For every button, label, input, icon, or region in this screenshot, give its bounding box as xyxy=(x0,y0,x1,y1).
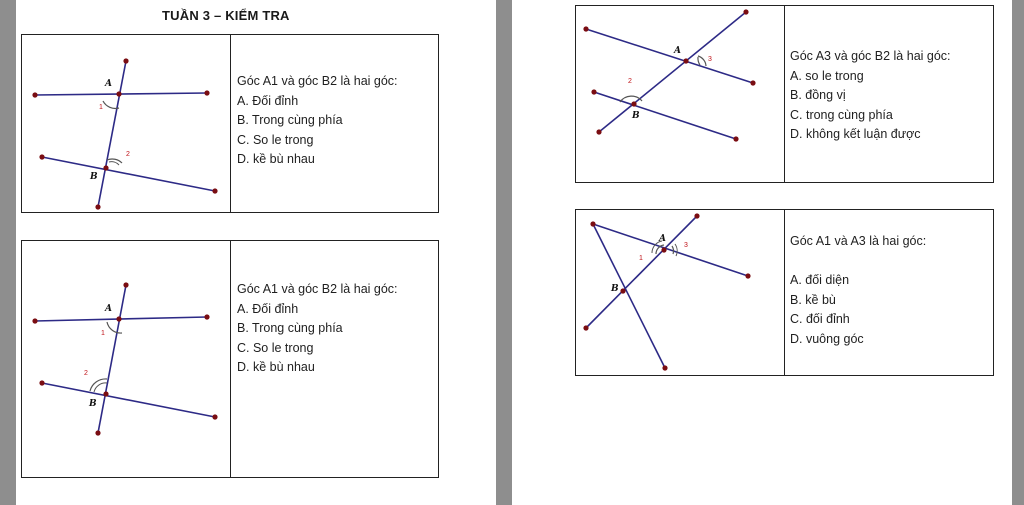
question-4-figure xyxy=(576,210,785,375)
point-label-a: A xyxy=(105,304,112,314)
answer-option-b[interactable]: B. kề bù xyxy=(790,292,836,307)
point-label-a: A xyxy=(674,46,681,56)
point-label-a: A xyxy=(105,79,112,89)
point-label-b: B xyxy=(611,284,619,294)
angle-label-a3: 3 xyxy=(684,242,688,249)
blank-line xyxy=(790,252,993,272)
angle-label-a1: 1 xyxy=(101,330,105,337)
parallel-lines-diagram xyxy=(22,241,230,477)
question-2-figure xyxy=(22,241,231,477)
document-page-left xyxy=(16,0,496,505)
point-label-a: A xyxy=(659,234,666,244)
answer-option-b[interactable]: B. Trong cùng phía xyxy=(237,113,343,127)
answer-option-c[interactable]: C. So le trong xyxy=(237,132,314,147)
answer-option-d[interactable]: D. không kết luận được xyxy=(790,127,921,141)
point-label-b: B xyxy=(632,111,640,121)
intersecting-lines-diagram xyxy=(576,210,784,375)
question-stem: Góc A1 và A3 là hai góc: xyxy=(790,234,927,248)
question-stem: Góc A1 và góc B2 là hai góc: xyxy=(237,74,398,88)
angle-label-b2: 2 xyxy=(84,370,88,377)
point-label-b: B xyxy=(89,399,97,409)
answer-option-a[interactable]: A. so le trong xyxy=(790,68,864,83)
answer-option-a[interactable]: A. Đối đỉnh xyxy=(237,93,299,108)
answer-option-d[interactable]: D. vuông góc xyxy=(790,331,864,346)
answer-option-c[interactable]: C. trong cùng phía xyxy=(790,107,893,122)
angle-label-a3: 3 xyxy=(708,56,712,63)
answer-option-b[interactable]: B. đồng vị xyxy=(790,88,846,102)
answer-option-d[interactable]: D. kề bù nhau xyxy=(237,360,315,374)
question-3-text xyxy=(790,6,993,182)
question-card-3 xyxy=(575,5,994,183)
transversal-lines-diagram xyxy=(576,6,784,182)
question-card-4 xyxy=(575,209,994,376)
question-1-figure xyxy=(22,35,231,212)
question-card-1 xyxy=(21,34,439,213)
angle-label-b2: 2 xyxy=(628,78,632,85)
document-page-right xyxy=(512,0,1012,505)
answer-option-c[interactable]: C. đối đỉnh xyxy=(790,312,850,326)
angle-label-b2: 2 xyxy=(126,151,130,158)
angle-label-a1: 1 xyxy=(99,104,103,111)
question-2-text xyxy=(237,241,438,477)
answer-option-c[interactable]: C. So le trong xyxy=(237,340,314,355)
answer-option-b[interactable]: B. Trong cùng phía xyxy=(237,321,343,335)
parallel-lines-diagram xyxy=(22,35,230,213)
angle-label-a1: 1 xyxy=(639,255,643,262)
question-stem: Góc A1 và góc B2 là hai góc: xyxy=(237,282,398,296)
question-card-2 xyxy=(21,240,439,478)
page-title: TUẦN 3 – KIỂM TRA xyxy=(162,8,290,23)
question-4-text xyxy=(790,210,993,375)
question-1-text xyxy=(237,35,438,212)
point-label-b: B xyxy=(90,172,98,182)
answer-option-a[interactable]: A. Đối đỉnh xyxy=(237,301,299,316)
question-stem: Góc A3 và góc B2 là hai góc: xyxy=(790,49,951,63)
answer-option-d[interactable]: D. kề bù nhau xyxy=(237,152,315,166)
answer-option-a[interactable]: A. đối diện xyxy=(790,273,850,287)
question-3-figure xyxy=(576,6,785,182)
